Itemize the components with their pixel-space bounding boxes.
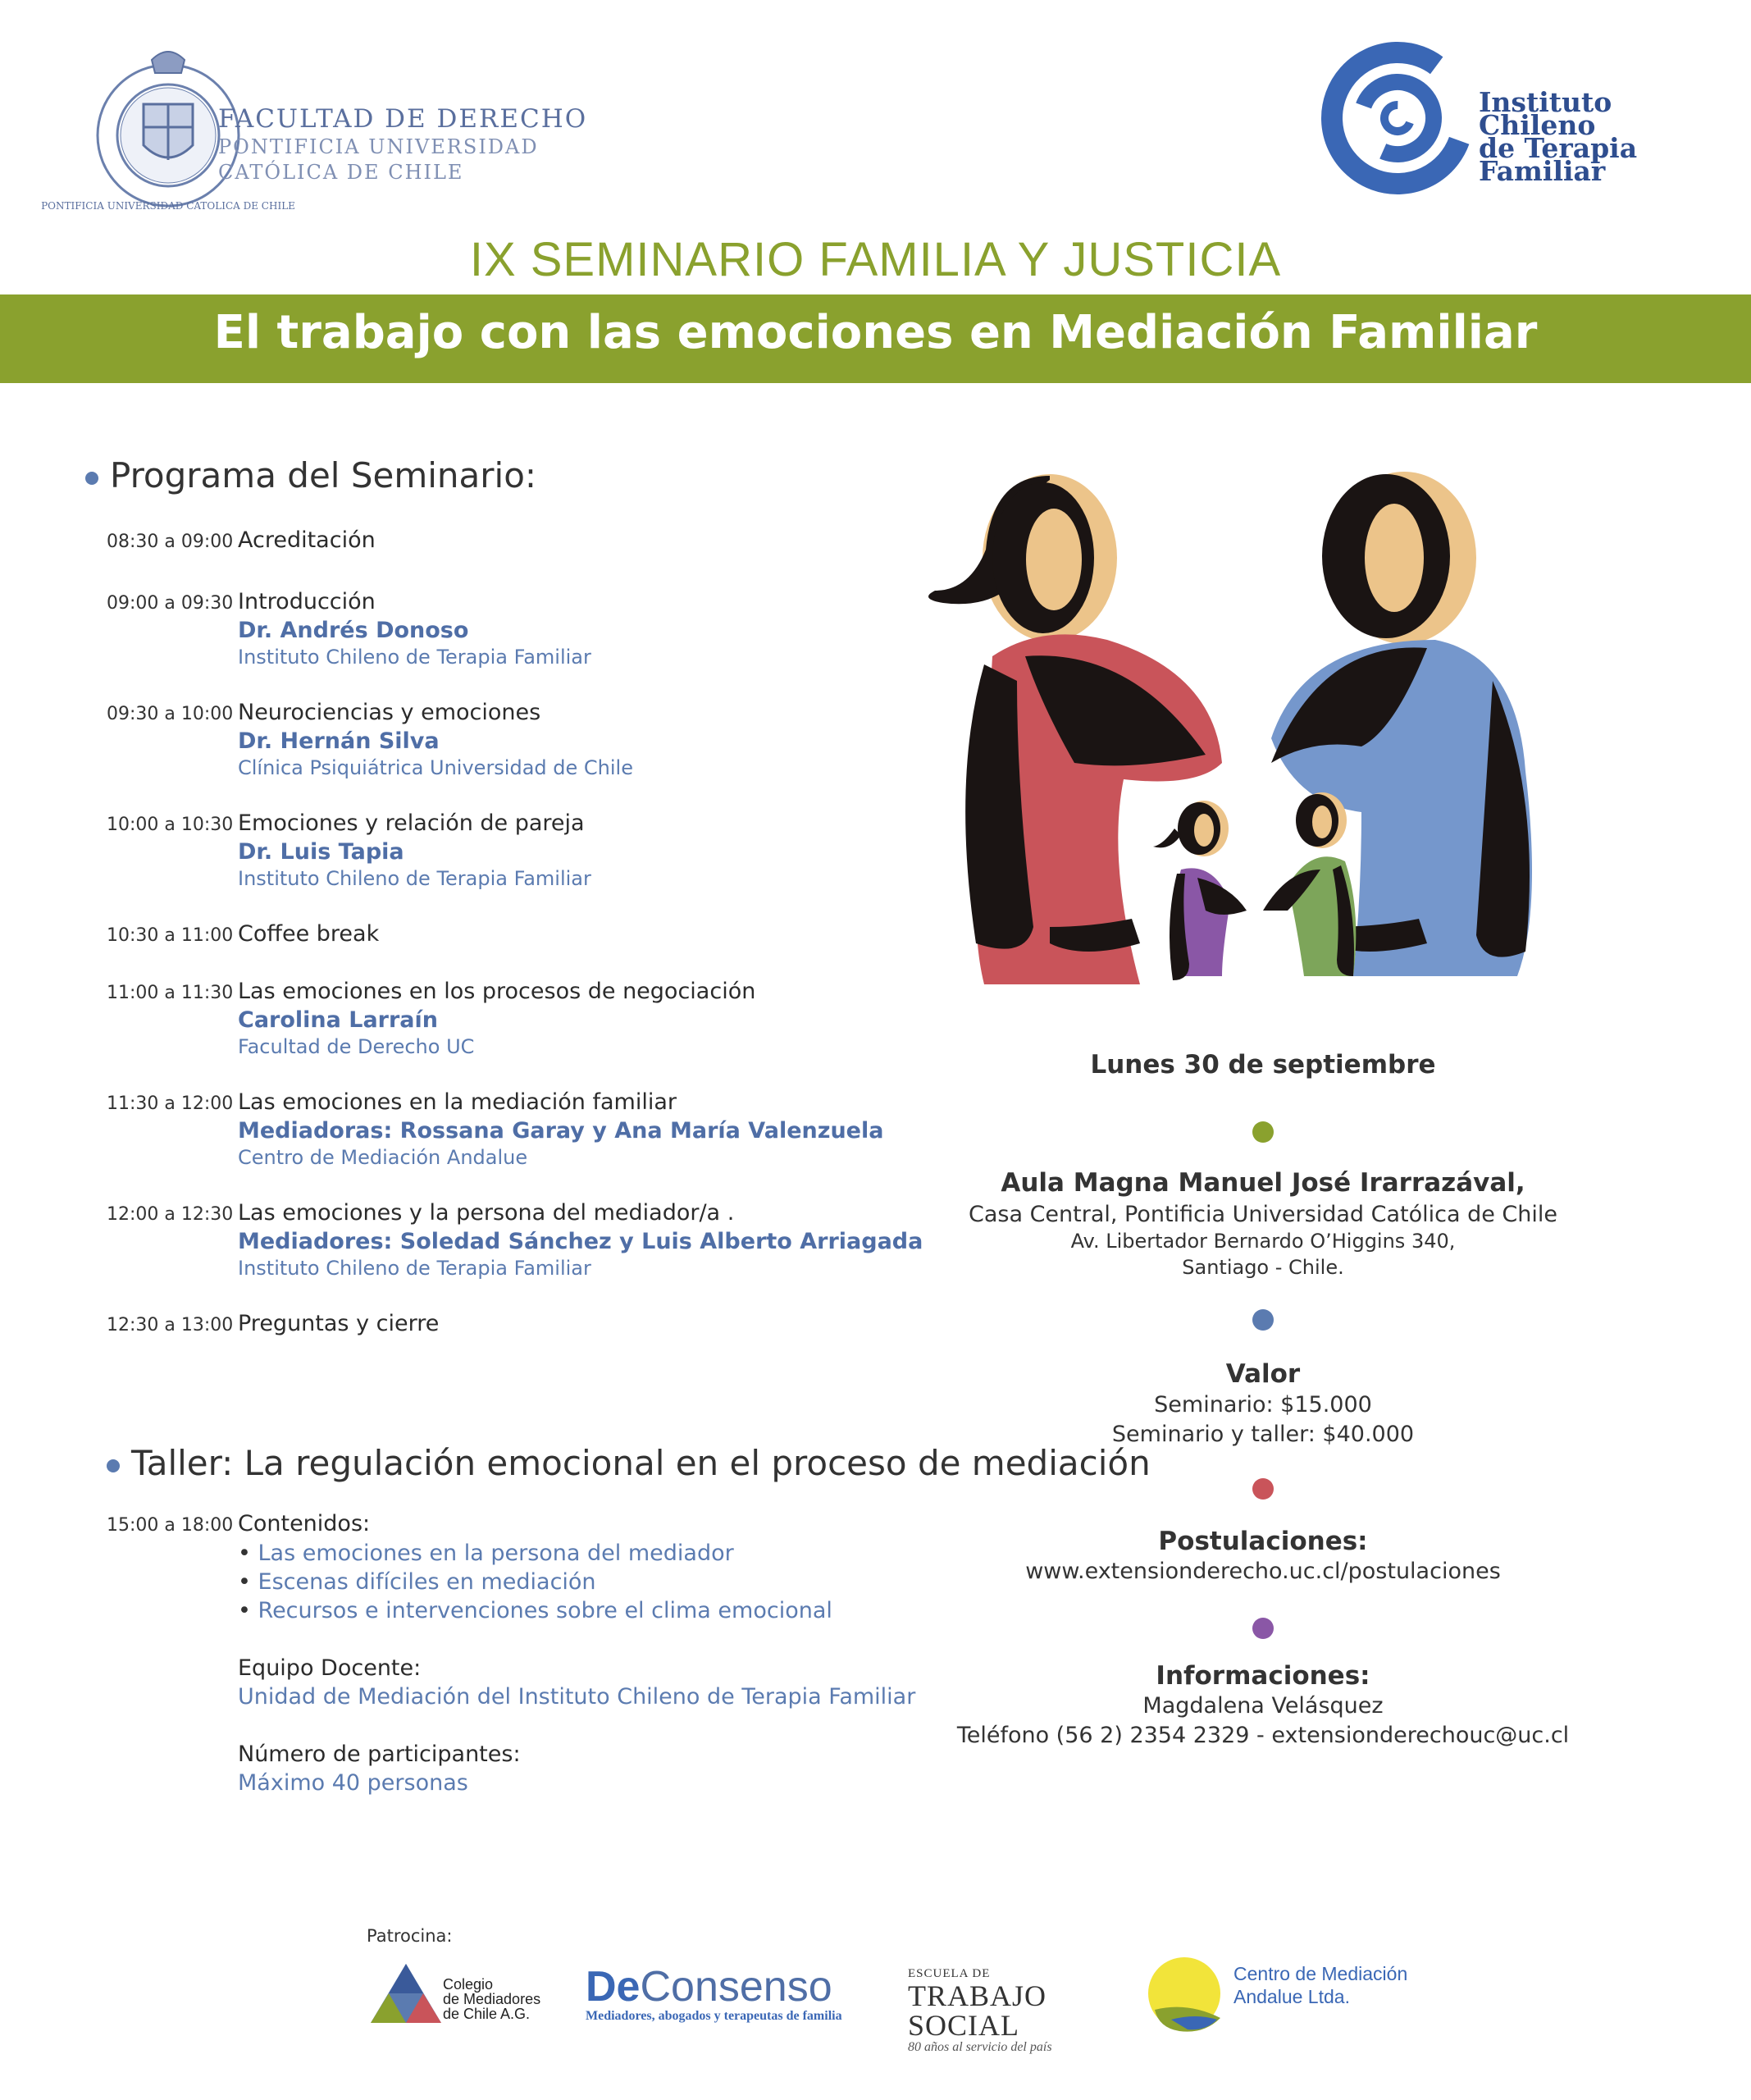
deconsenso-tagline: Mediadores, abogados y terapeutas de familia [586,2009,842,2023]
program-speaker: Mediadores: Soledad Sánchez y Luis Alberto Arriagada [238,1229,923,1254]
program-institution: Centro de Mediación Andalue [238,1146,528,1169]
bullet-icon [85,472,98,485]
program-title: Introducción [238,589,376,614]
program-title: Preguntas y cierre [238,1311,440,1336]
event-venue: Aula Magna Manuel José Irarrazával, [1001,1168,1525,1198]
program-time: 12:30 a 13:00 [107,1315,234,1335]
sponsor-andalue [1147,1952,1442,2034]
program-time: 10:00 a 10:30 [107,815,234,835]
workshop-team-label: Equipo Docente: [238,1655,422,1681]
bullet-icon [107,1459,120,1472]
program-time: 11:30 a 12:00 [107,1093,234,1114]
seminar-title: IX SEMINARIO FAMILIA Y JUSTICIA [469,233,1282,286]
sponsor-colegio [367,1961,564,2026]
subtitle: El trabajo con las emociones en Mediación Familiar [213,306,1538,359]
venue-line: Casa Central, Pontificia Universidad Católica de Chile [968,1202,1558,1227]
program-institution: Instituto Chileno de Terapia Familiar [238,1257,591,1280]
price-line: Seminario: $15.000 [1154,1392,1372,1418]
program-heading: Programa del Seminario: [85,455,536,495]
workshop-time: 15:00 a 18:00 [107,1515,234,1536]
deconsenso-de: De [586,1963,641,2011]
purple-dot-icon [1252,1618,1274,1639]
workshop-content-item: • Las emociones en la persona del mediador [238,1541,734,1566]
university-name-line2: CATÓLICA DE CHILE [218,161,464,184]
icht-name-3: de Terapia [1479,132,1638,164]
green-dot-icon [1252,1121,1274,1143]
trabajo-social-top: ESCUELA DE [908,1967,991,1980]
faculty-name: FACULTAD DE DERECHO [218,104,588,134]
program-time: 09:00 a 09:30 [107,593,234,614]
andalue-line: Andalue Ltda. [1233,1986,1350,2007]
program-title: Las emociones en la mediación familiar [238,1089,677,1115]
program-title: Emociones y relación de pareja [238,810,585,836]
program-institution: Instituto Chileno de Terapia Familiar [238,646,591,669]
deconsenso-consenso: Consenso [640,1963,832,2011]
workshop-content-item: • Recursos e intervenciones sobre el clima emocional [238,1598,832,1623]
program-speaker: Dr. Hernán Silva [238,728,440,754]
workshop-heading: Taller: La regulación emocional en el proceso de mediación [107,1443,1151,1483]
program-speaker: Carolina Larraín [238,1007,439,1033]
red-dot-icon [1252,1478,1274,1500]
trabajo-social-tagline: 80 años al servicio del país [908,2040,1052,2054]
program-time: 11:00 a 11:30 [107,983,234,1003]
program-title: Neurociencias y emociones [238,700,541,725]
program-speaker: Dr. Luis Tapia [238,839,404,865]
family-illustration [927,468,1583,984]
colegio-triangle-icon [367,1961,445,2026]
info-contact-name: Magdalena Velásquez [1142,1693,1384,1719]
info-label: Informaciones: [1156,1661,1370,1691]
icht-name-4: Familiar [1479,155,1606,187]
program-speaker: Mediadoras: Rossana Garay y Ana María Valenzuela [238,1118,884,1144]
program-time: 08:30 a 09:00 [107,532,234,552]
program-time: 12:00 a 12:30 [107,1204,234,1225]
program-title: Las emociones en los procesos de negociación [238,979,756,1004]
program-title: Coffee break [238,921,380,947]
boy-figure [1263,792,1356,976]
icht-logo [1322,43,1478,199]
workshop-team: Unidad de Mediación del Instituto Chileno de Terapia Familiar [238,1684,916,1710]
info-contact-details: Teléfono (56 2) 2354 2329 - extensionderechouc@uc.cl [956,1723,1570,1748]
workshop-participants: Máximo 40 personas [238,1770,468,1796]
program-time: 10:30 a 11:00 [107,925,234,946]
workshop-contents-label: Contenidos: [238,1511,371,1536]
icht-name-1: Instituto [1479,86,1612,118]
university-name-line1: PONTIFICIA UNIVERSIDAD [218,135,539,158]
icht-name-2: Chileno [1479,109,1596,141]
girl-figure [1153,801,1247,980]
sponsor-deconsenso [586,1965,881,2030]
andalue-sun-icon [1147,1952,1229,2034]
price-label: Valor [1225,1359,1301,1389]
colegio-line: de Mediadores [443,1991,541,2007]
colegio-line: Colegio [443,1976,494,1993]
sponsors-label: Patrocina: [367,1926,453,1946]
workshop-content-item: • Escenas difíciles en mediación [238,1569,596,1595]
andalue-line: Centro de Mediación [1233,1963,1408,1984]
sponsor-trabajo-social [908,1967,1121,2054]
program-title: Las emociones y la persona del mediador/a . [238,1200,735,1226]
venue-line: Santiago - Chile. [1182,1256,1344,1279]
program-speaker: Dr. Andrés Donoso [238,618,469,643]
workshop-participants-label: Número de participantes: [238,1742,521,1767]
event-date: Lunes 30 de septiembre [1090,1050,1436,1080]
program-institution: Clínica Psiquiátrica Universidad de Chile [238,756,633,779]
blue-dot-icon [1252,1309,1274,1331]
apply-url[interactable]: www.extensionderecho.uc.cl/postulaciones [1025,1559,1501,1584]
colegio-line: de Chile A.G. [443,2006,531,2022]
apply-label: Postulaciones: [1158,1527,1368,1556]
program-time: 09:30 a 10:00 [107,704,234,724]
venue-line: Av. Libertador Bernardo O’Higgins 340, [1070,1230,1456,1253]
price-line: Seminario y taller: $40.000 [1111,1422,1415,1447]
program-institution: Instituto Chileno de Terapia Familiar [238,867,591,890]
trabajo-social-main: TRABAJO SOCIAL [908,1979,1047,2042]
program-institution: Facultad de Derecho UC [238,1035,475,1058]
program-title: Acreditación [238,527,376,553]
uc-seal-text: PONTIFICIA UNIVERSIDAD CATOLICA DE CHILE [41,200,295,212]
